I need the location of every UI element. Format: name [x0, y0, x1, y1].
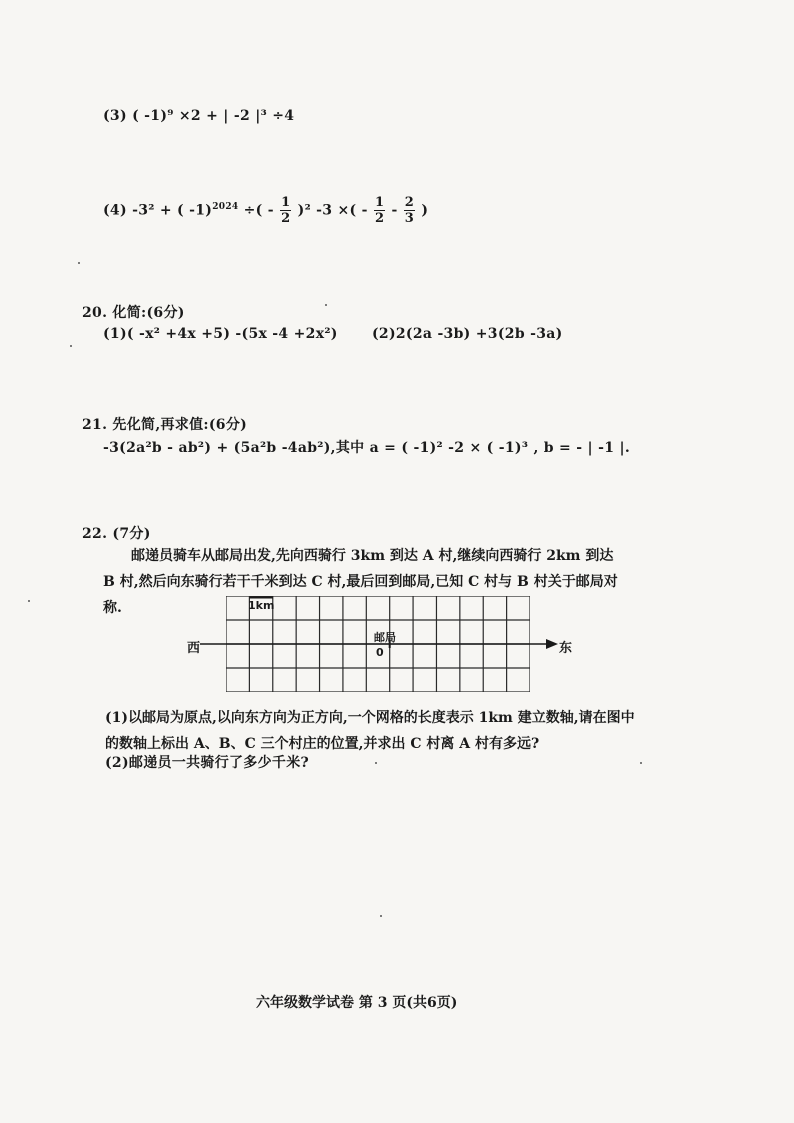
problem-19-4: [103, 196, 428, 225]
expr-part: )² -3 ×( -: [297, 202, 368, 219]
expr-part: -3² + ( -1): [132, 202, 213, 219]
unit-length-label: 1km: [248, 599, 275, 612]
question-20-part-2: (2)2(2a -3b) +3(2b -3a): [372, 326, 563, 342]
fraction-numerator: 1: [374, 195, 385, 210]
problem-19-4-label: (4): [103, 202, 127, 219]
axis-arrow-icon: [546, 639, 558, 649]
question-22-title: 22. (7分): [82, 526, 151, 542]
page-footer: 六年级数学试卷 第 3 页(共6页): [256, 995, 458, 1011]
scan-speck: [380, 915, 382, 917]
east-label: 东: [559, 641, 573, 656]
question-21-expression: -3(2a²b - ab²) + (5a²b -4ab²),其中 a = ( -1)² -2 × ( -1)³ , b = - | -1 |.: [103, 440, 631, 456]
fraction-numerator: 2: [404, 195, 415, 210]
question-20-part-1: (1)( -x² +4x +5) -(5x -4 +2x²): [103, 326, 338, 342]
question-21-title: 21. 先化简,再求值:(6分): [82, 417, 248, 433]
question-22-sub-2: (2)邮递员一共骑行了多少千米?: [105, 755, 309, 771]
question-22-text: 邮递员骑车从邮局出发,先向西骑行 3km 到达 A 村,继续向西骑行 2km 到达 B 村,然后向东骑行若干千米到达 C 村,最后回到邮局,已知 C 村与 B 村关于邮局对称.: [103, 548, 618, 616]
scan-speck: [325, 304, 327, 306]
question-22-sub-1: (1)以邮局为原点,以向东方向为正方向,一个网格的长度表示 1km 建立数轴,请在图中的数轴上标出 A、B、C 三个村庄的位置,并求出 C 村离 A 村有多远?: [105, 710, 635, 752]
west-label: 西: [187, 641, 201, 656]
scan-speck: [28, 600, 30, 602]
fraction-numerator: 1: [281, 195, 291, 210]
origin-zero-label: 0: [376, 646, 384, 659]
fraction-denominator: 2: [374, 211, 385, 226]
fraction: [404, 196, 415, 225]
question-20-title: 20. 化简:(6分): [82, 305, 185, 321]
fraction-denominator: 3: [404, 211, 415, 226]
expr-part: -: [391, 202, 403, 219]
post-office-label: 邮局: [374, 631, 396, 644]
expr-part: ÷( -: [243, 202, 274, 219]
expr-part: ): [421, 202, 429, 219]
scan-speck: [640, 762, 642, 764]
number-line-axis: [200, 636, 570, 652]
problem-19-3-label: (3): [103, 108, 127, 124]
fraction: [280, 196, 291, 225]
fraction: [374, 196, 385, 225]
scan-speck: [78, 262, 80, 264]
exponent: 2024: [212, 201, 239, 212]
scan-speck: [375, 762, 377, 764]
problem-19-3-expression: ( -1)⁹ ×2 + | -2 |³ ÷4: [132, 108, 295, 124]
problem-19-3: [103, 108, 294, 124]
scan-speck: [70, 345, 72, 347]
fraction-denominator: 2: [281, 211, 291, 226]
